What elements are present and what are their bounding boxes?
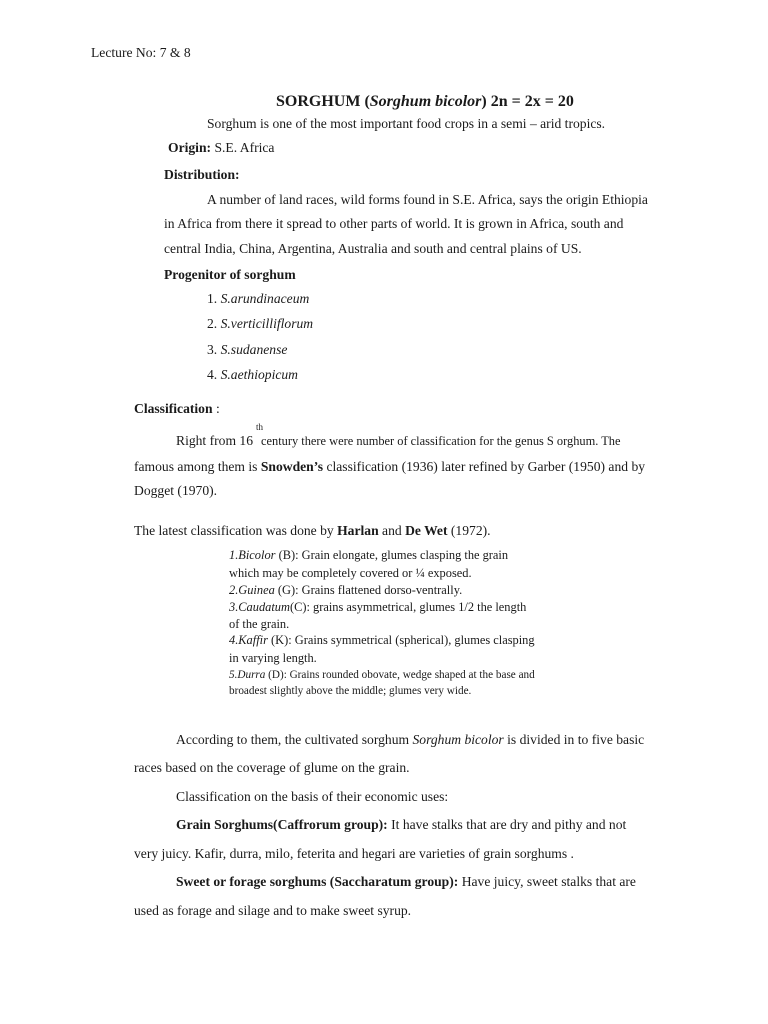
according-line: races based on the coverage of glume on the grain. — [134, 760, 410, 775]
distribution-line: A number of land races, wild forms found in S.E. Africa, says the origin Ethiopia — [207, 192, 648, 207]
race-item-cont: which may be completely covered or ¼ exposed. — [229, 566, 472, 580]
page-title: SORGHUM (Sorghum bicolor) 2n = 2x = 20 — [276, 93, 574, 110]
superscript-th: th — [256, 422, 264, 432]
race-item: 5.Durra (D): Grains rounded obovate, wedge shaped at the base and — [229, 669, 535, 681]
race-item-cont: of the grain. — [229, 617, 290, 631]
sweet-sorghum-line: used as forage and silage and to make sweet syrup. — [134, 903, 412, 918]
classification-line: Right from 16 century there were number of classification for the genus S orghum. The — [176, 433, 621, 448]
lecture-header: Lecture No: 7 & 8 — [91, 45, 191, 60]
distribution-line: in Africa from there it spread to other parts of world. It is grown in Africa, south and — [164, 216, 624, 231]
latest-classification: The latest classification was done by Harlan and De Wet (1972). — [134, 523, 491, 538]
sweet-sorghum-label: Sweet or forage sorghums (Saccharatum group): — [176, 874, 459, 889]
race-item: 2.Guinea (G): Grains flattened dorso-ventrally. — [229, 583, 463, 597]
according-line: According to them, the cultivated sorghum Sorghum bicolor is divided in to five basic — [176, 732, 645, 747]
progenitor-item: 1. S.arundinaceum — [207, 291, 310, 306]
race-item: 3.Caudatum(C): grains asymmetrical, glumes 1/2 the length — [229, 600, 527, 614]
progenitor-item: 3. S.sudanense — [207, 342, 288, 357]
classification-line: famous among them is Snowden’s classification (1936) later refined by Garber (1950) and by — [134, 459, 646, 474]
race-item-cont: broadest slightly above the middle; glumes very wide. — [229, 685, 472, 697]
classification-line: Dogget (1970). — [134, 483, 218, 498]
origin-line: Origin: S.E. Africa — [168, 140, 275, 155]
economic-heading: Classification on the basis of their economic uses: — [176, 789, 449, 804]
sweet-sorghum-line: Sweet or forage sorghums (Saccharatum group): Have juicy, sweet stalks that are — [176, 874, 636, 889]
race-item: 4.Kaffir (K): Grains symmetrical (spherical), glumes clasping — [229, 633, 535, 647]
distribution-line: central India, China, Argentina, Australia and south and central plains of US. — [164, 241, 582, 256]
race-item: 1.Bicolor (B): Grain elongate, glumes clasping the grain — [229, 548, 509, 562]
classification-heading: Classification : — [134, 401, 220, 416]
grain-sorghum-line: very juicy. Kafir, durra, milo, feterita and hegari are varieties of grain sorghums . — [134, 846, 574, 861]
progenitor-item: 2. S.verticilliflorum — [207, 316, 314, 331]
origin-label: Origin: — [168, 140, 212, 155]
progenitor-heading: Progenitor of sorghum — [164, 267, 296, 282]
progenitor-item: 4. S.aethiopicum — [207, 367, 298, 382]
race-item-cont: in varying length. — [229, 651, 317, 665]
grain-sorghum-line: Grain Sorghums(Caffrorum group): It have stalks that are dry and pithy and not — [176, 817, 627, 832]
snowden-name: Snowden’s — [260, 459, 324, 474]
distribution-heading: Distribution: — [164, 167, 240, 182]
intro-text: Sorghum is one of the most important food crops in a semi – arid tropics. — [207, 116, 606, 131]
grain-sorghum-label: Grain Sorghums(Caffrorum group): — [176, 817, 388, 832]
